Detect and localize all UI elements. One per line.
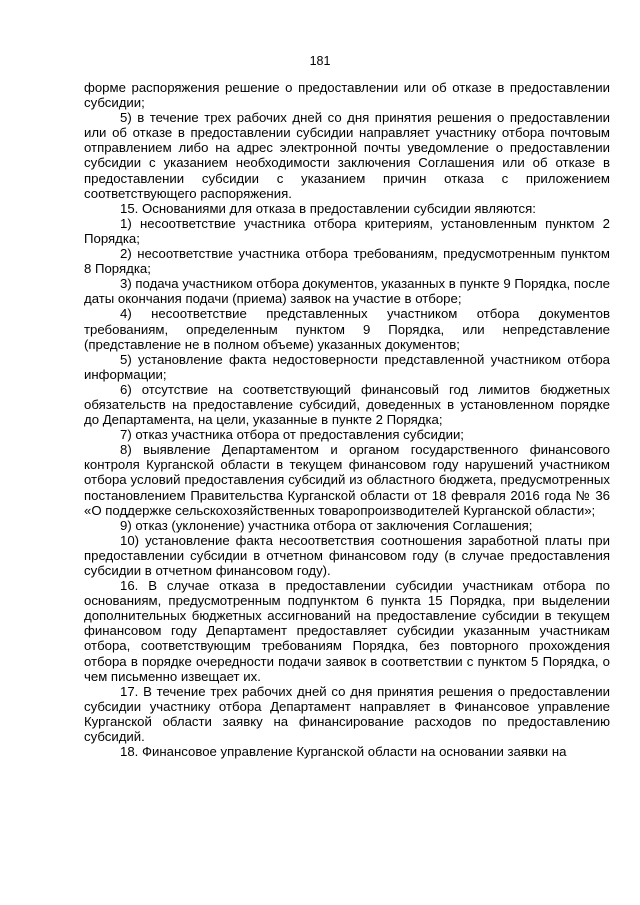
paragraph: 4) несоответствие представленных участником отбора документов требованиям, определенным пунктом 9 Порядка, или непредставление (представление не в полном объеме) указанных документов;: [84, 306, 610, 352]
paragraph: 6) отсутствие на соответствующий финансовый год лимитов бюджетных обязательств на предоставление субсидий, доведенных в установленном порядке до Департамента, на цели, указанные в пункте 2 Порядка;: [84, 381, 610, 428]
paragraph: 8) выявление Департаментом и органом государственного финансового контроля Курганской области в текущем финансовом году нарушений участником отбора условий предоставления субсидий из областного бюджета, предусмотренных постановлением Правительства Курганской области от 18 февраля 2016 года № 36 «О поддержке сельскохозяйственных товаропроизводителей Курганской области»;: [84, 442, 610, 518]
paragraph: 7) отказ участника отбора от предоставления субсидии;: [120, 427, 464, 443]
paragraph: форме распоряжения решение о предоставлении или об отказе в предоставлении субсидии;: [84, 80, 610, 111]
paragraph: 18. Финансовое управление Курганской области на основании заявки на: [120, 744, 567, 760]
paragraph: 10) установление факта несоответствия соотношения заработной платы при предоставлении субсидии в отчетном финансовом году (в случае предоставления субсидии в отчетном финансовом году).: [84, 532, 610, 578]
paragraph: 1) несоответствие участника отбора критериям, установленным пунктом 2 Порядка;: [84, 215, 610, 246]
page-number: 181: [309, 54, 331, 68]
paragraph: 5) в течение трех рабочих дней со дня принятия решения о предоставлении или об отказе в предоставлении субсидии направляет участнику отбора почтовым отправлением либо на адрес электронной почты уведомление о предоставлении субсидии с указанием необходимости заключения Соглашения или об отказе в предоставлении субсидии с указанием причин отказа с приложением соответствующего распоряжения.: [84, 110, 610, 201]
paragraph: 17. В течение трех рабочих дней со дня принятия решения о предоставлении субсидии участнику отбора Департамент направляет в Финансовое управление Курганской области заявку на финансирование расходов по предоставлению субсидий.: [84, 683, 610, 745]
paragraph: 2) несоответствие участника отбора требованиям, предусмотренным пунктом 8 Порядка;: [84, 246, 610, 277]
paragraph: 3) подача участником отбора документов, указанных в пункте 9 Порядка, после даты окончания подачи (приема) заявок на участие в отборе;: [84, 276, 610, 307]
paragraph: 5) установление факта недостоверности представленной участником отбора информации;: [84, 351, 610, 382]
paragraph: 16. В случае отказа в предоставлении субсидии участникам отбора по основаниям, предусмотренным подпунктом 6 пункта 15 Порядка, при выделении дополнительных бюджетных ассигнований на предоставление субсидии в текущем финансовом году Департамент предоставляет субсидии указанным участникам отбора, соответствующим требованиям Порядка, без повторного прохождения отбора в порядке очередности подачи заявок в соответствии с пунктом 5 Порядка, о чем письменно извещает их.: [84, 578, 610, 684]
document-body: [84, 80, 610, 759]
paragraph: 15. Основаниями для отказа в предоставлении субсидии являются:: [120, 200, 536, 216]
paragraph: 9) отказ (уклонение) участника отбора от заключения Соглашения;: [120, 517, 533, 533]
